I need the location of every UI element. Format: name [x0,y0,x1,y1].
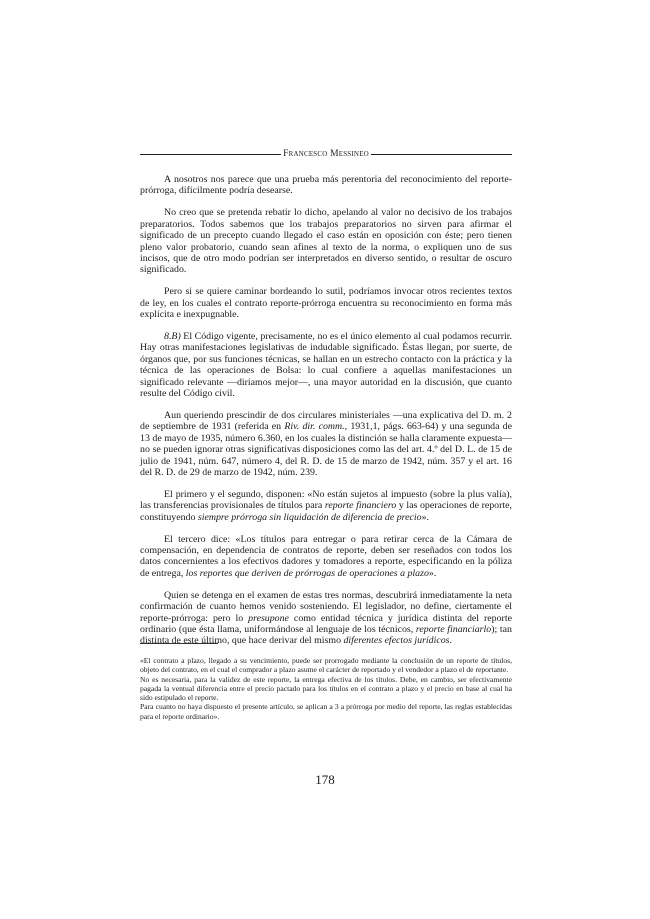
paragraph-4-text: El Código vigente, precisamente, no es el único elemento al cual podamos recurrir. Hay otras manifestaciones legislativas de indudable significado. Éstas llegan, por suerte, de órganos que, por sus funciones técnicas, se hallan en un estrecho contacto con la práctica y la técnica de las operaciones de Bolsa: lo cual confiere a aquellas manifestaciones un significado relevante —diríamos mejor—, una mayor autoridad en la discusión, que cuanto resulte del Código civil. [140,330,512,399]
paragraph-6-italic-1: reporte financiero [324,500,397,512]
paragraph-5-italic: Riv. dir. comm. [284,421,345,433]
paragraph-1 [140,174,512,197]
paragraph-4 [140,331,512,399]
paragraph-8 [140,590,512,647]
paragraph-3-text: Pero si se quiere caminar bordeando lo sutil, podríamos invocar otros recientes textos de ley, en los cuales el contrato reporte-prórroga encuentra su reconocimiento en forma más explícita e inexpugnable. [140,286,512,321]
paragraph-7 [140,534,512,580]
page-number: 178 [315,772,335,787]
paragraph-8-text-c: ); tan distinta de este último, que hace derivar del mismo [140,623,512,647]
paragraph-7-text-b: ». [428,567,437,579]
header-rule-right [371,154,512,155]
paragraph-8-text-b: como entidad técnica y jurídica distinta del reporte ordinario (que ésta llama, uniformándose al lenguaje de los técnicos, [140,612,512,635]
section-label: 8.B) [164,330,181,342]
paragraph-2 [140,207,512,275]
paragraph-8-text-a: Quien se detenga en el examen de estas tres normas, descubrirá inmediatamente la neta confirmación de cuanto hemos venido sosteniendo. El legislador, no define, ciertamente el reporte-prórroga: pero lo [140,589,512,624]
paragraph-5-text-a: Aun queriendo prescindir de dos circulares ministeriales —una explicativa del D. m. 2 de septiembre de 1931 (referida en [140,409,512,433]
paragraph-6-text-a: El primero y el segundo, disponen: «No están sujetos al impuesto (sobre la plus valía), las transferencias provisionales de títulos para [140,488,512,512]
paragraph-8-italic-3: diferentes efectos jurídicos [343,635,450,647]
paragraph-5-text-b: , 1931,1, págs. 663-64) y una segunda de 13 de mayo de 1935, número 6.360, en los cuales la distinción se halla claramente expuesta— no se pueden ignorar otras significativas disposiciones como las del art. 4.º del D. L. de 15 de julio de 1941, núm. 647, número 4, del R. D. de 15 de marzo de 1942, núm. 357 y el art. 16 del R. D. de 29 de marzo de 1942, núm. 239. [140,421,513,478]
paragraph-6-text-b: y las operaciones de reporte, constituyendo [140,500,512,523]
header-rule-left [140,154,281,155]
paragraph-7-text-a: El tercero dice: «Los títulos para entregar o para retirar cerca de la Cámara de compensación, en dependencia de contratos de reporte, deben ser reseñados con todos los datos concernientes a los efectivos dadores y tomadores a reporte, especificando en la póliza de entrega, [140,533,512,579]
paragraph-6-text-c: ». [421,511,429,523]
paragraph-6 [140,489,512,523]
header-author: Francesco Messineo [283,149,369,159]
running-header [140,146,512,162]
paragraph-1-text: A nosotros nos parece que una prueba más perentoria del reconocimiento del reporte-prórroga, difícilmente podría desearse. [140,174,512,197]
paragraph-8-text-d: . [449,635,452,647]
paragraph-6-italic-2: siempre prórroga sin liquidación de diferencia de precio [197,511,422,523]
paragraph-3 [140,286,512,320]
paragraph-8-italic-2: reporte financiarlo [415,623,492,635]
footnote-2: No es necesaria, para la validez de este reporte, la entrega efectiva de los títulos. Debe, en cambio, ser efectivamente pagada la ventual diferencia entre el precio pactado para los títulos en el contrato a plazo y el precio en base al cual ha sido estipulado el reporte. [140,674,512,703]
paragraph-2-text: No creo que se pretenda rebatir lo dicho, apelando al valor no decisivo de los trabajos preparatorios. Todos sabemos que los trabajos preparatorios no sirven para afirmar el significado de un precepto cuando llegado el caso están en oposición con éste; pero tienen pleno valor probatorio, cuando sean afines al texto de la norma, o expliquen uno de sus incisos, que de otro modo podrían ser interpretados en diverso sentido, o resultar de oscuro significado. [140,207,512,276]
footnote-1: «El contrato a plazo, llegado a su vencimiento, puede ser prorrogado mediante la conclusión de un reporte de títulos, objeto del contrato, en el cual el comprador a plazo asume el carácter de reportado y el vendedor a plazo el de reportante. [140,656,512,675]
footnote-3: Para cuanto no haya dispuesto el presente artículo, se aplican a 3 a prórroga por medio del reporte, las reglas establecidas para el reporte ordinario». [140,702,512,721]
body-text [140,174,512,657]
footnote-rule [140,643,218,644]
paragraph-7-italic: los reportes que deriven de prórrogas de operaciones a plazo [185,567,429,579]
paragraph-5 [140,410,512,478]
paragraph-8-italic-1: presupone [248,612,289,624]
footnotes [140,656,512,721]
